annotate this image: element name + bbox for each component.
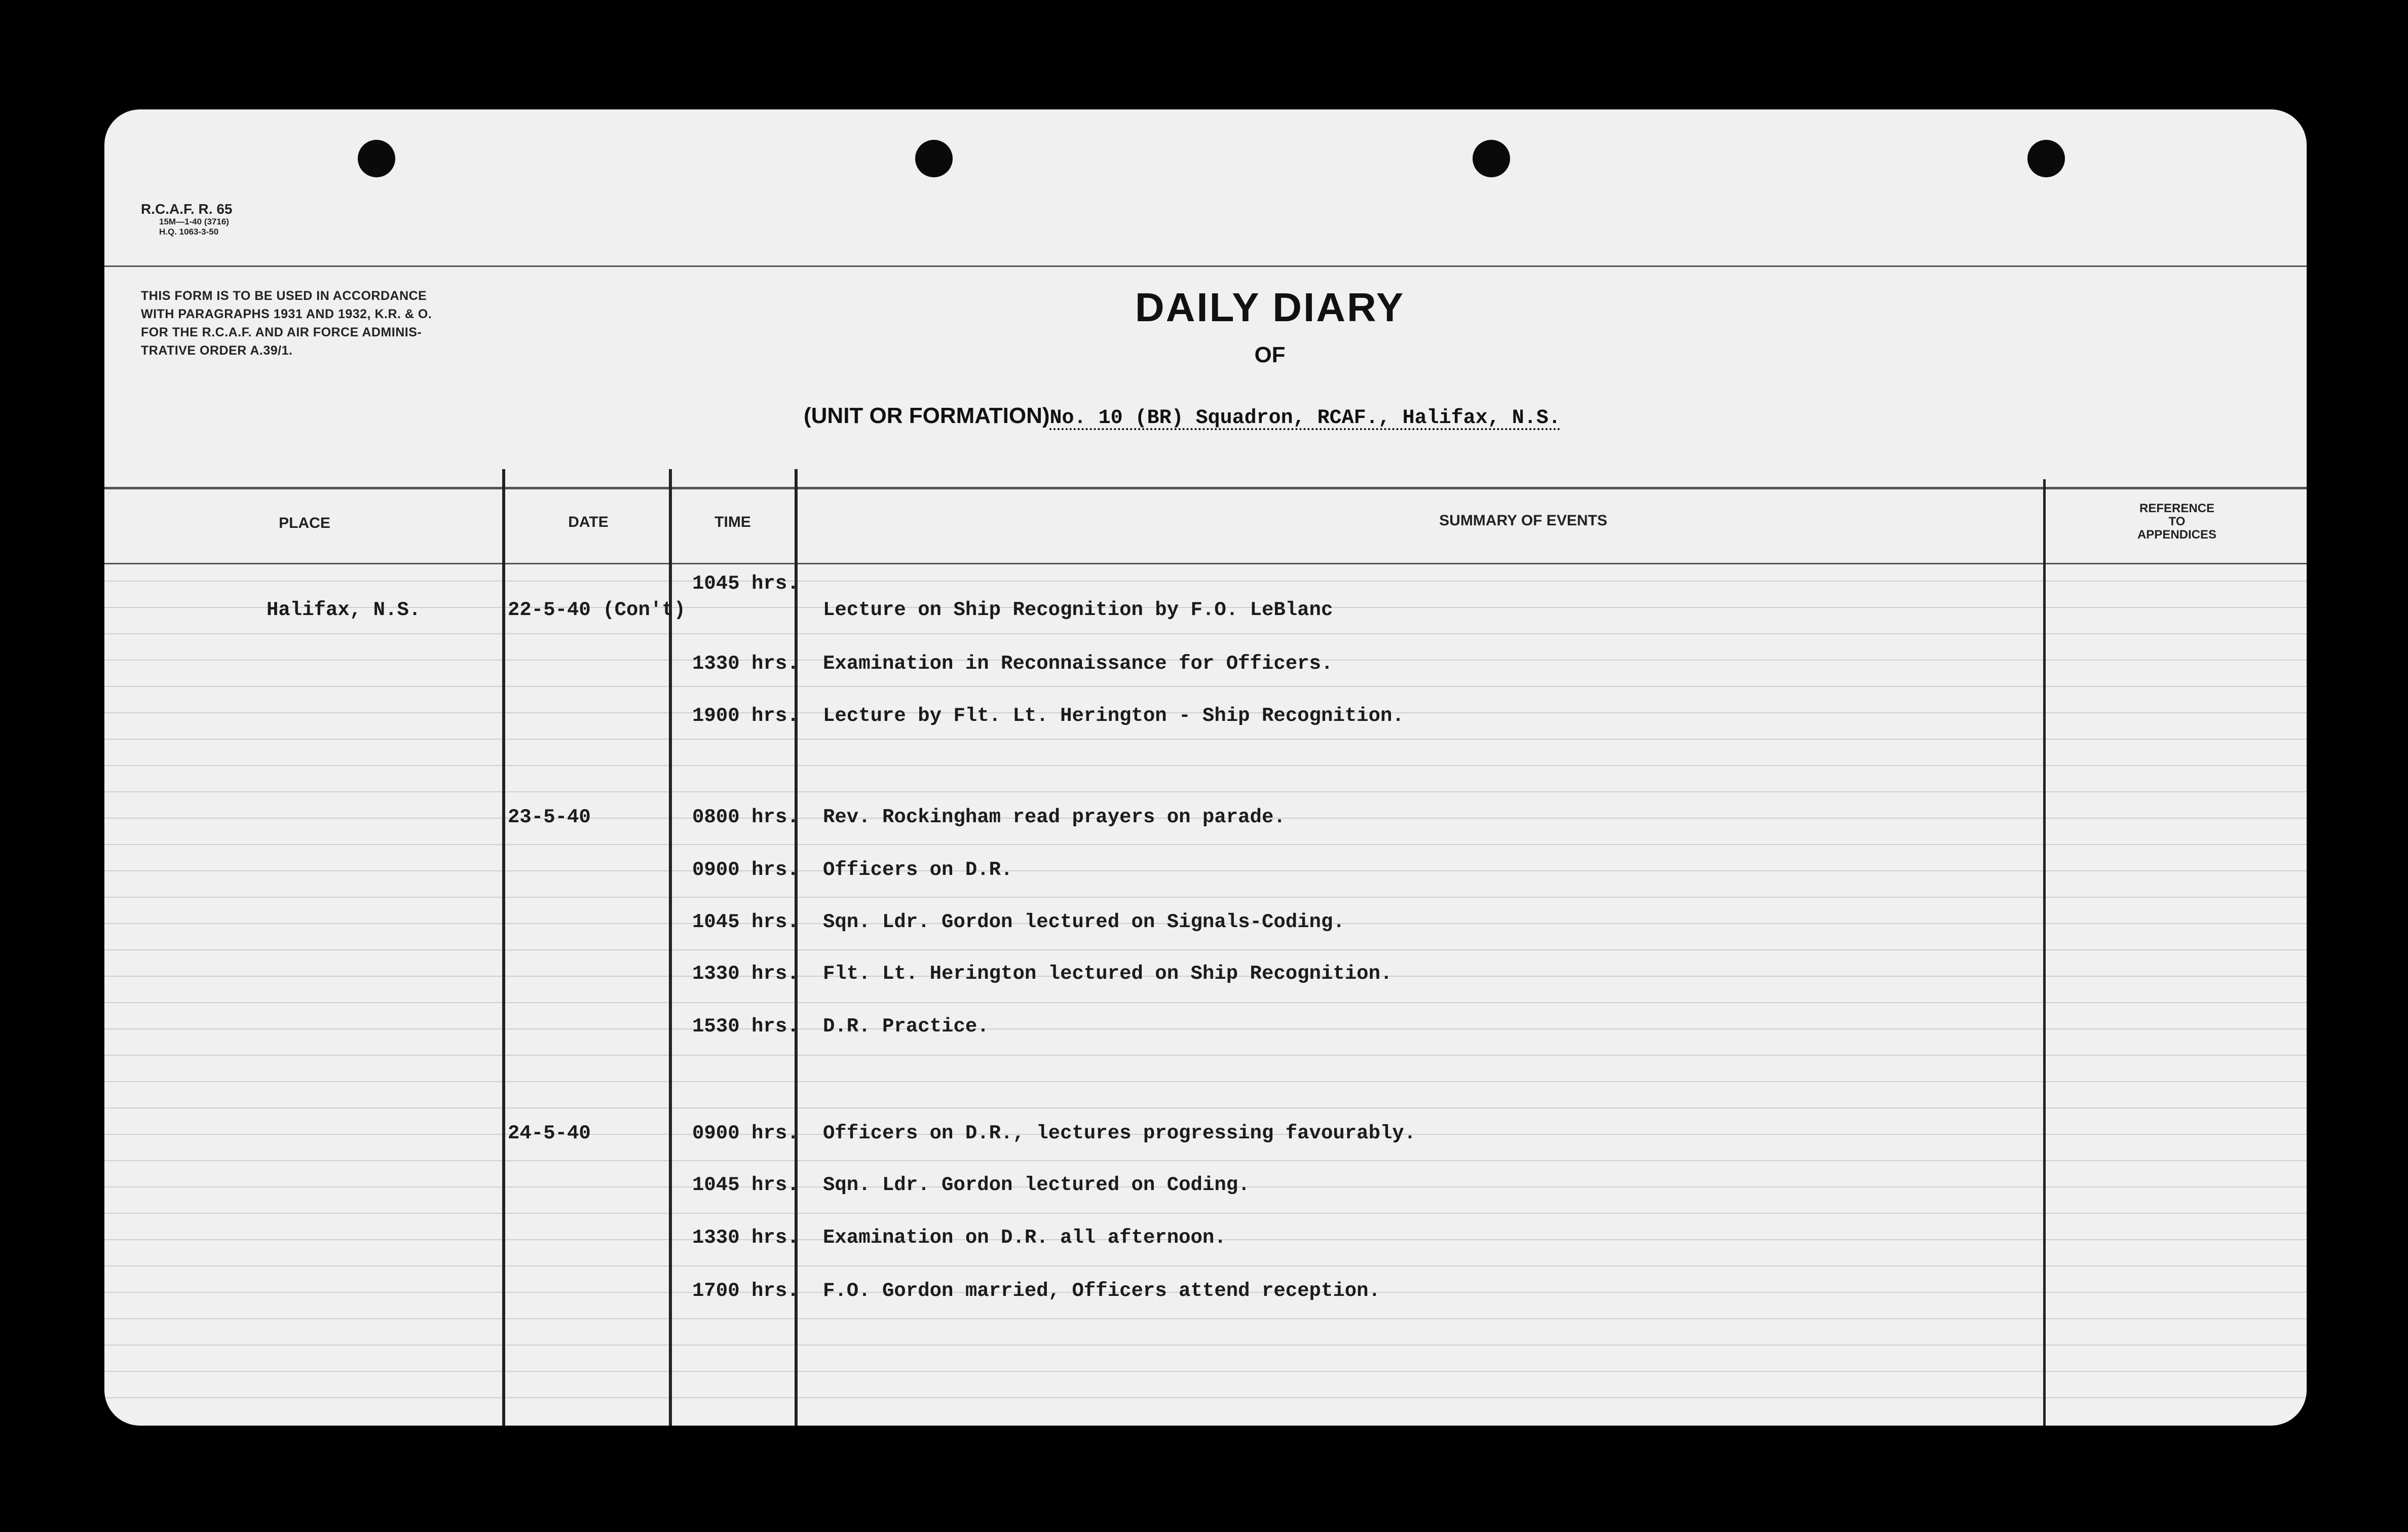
entry-time: 1530 hrs. <box>692 1015 799 1038</box>
ruled-line <box>104 1028 2307 1029</box>
punch-hole <box>358 140 395 177</box>
column-divider <box>502 469 505 1426</box>
date-cell: 22-5-40 (Con't) <box>508 599 686 621</box>
ruled-line <box>104 1213 2307 1214</box>
ruled-line <box>104 949 2307 950</box>
entry-event: Sqn. Ldr. Gordon lectured on Signals-Coding. <box>823 911 1345 933</box>
place-cell: Halifax, N.S. <box>267 599 421 621</box>
ruled-line <box>104 870 2307 871</box>
ruled-line <box>104 1371 2307 1372</box>
punch-hole <box>915 140 953 177</box>
ruled-line <box>104 581 2307 582</box>
entry-time: 1045 hrs. <box>692 911 799 933</box>
entry-event: F.O. Gordon married, Officers attend reception. <box>823 1280 1380 1302</box>
ruled-line <box>104 791 2307 792</box>
entry-time: 1900 hrs. <box>692 705 799 727</box>
entry-event: Lecture on Ship Recognition by F.O. LeBlanc <box>823 599 1333 621</box>
ruled-line <box>104 1397 2307 1398</box>
column-header-place: PLACE <box>279 515 330 531</box>
ruled-line <box>104 1318 2307 1319</box>
entry-time: 0800 hrs. <box>692 806 799 828</box>
ruled-line <box>104 897 2307 898</box>
entry-time: 0900 hrs. <box>692 1122 799 1144</box>
entry-event: Officers on D.R. <box>823 859 1013 881</box>
entry-event: Examination on D.R. all afternoon. <box>823 1227 1226 1249</box>
diary-card <box>104 109 2307 1426</box>
unit-value: No. 10 (BR) Squadron, RCAF., Halifax, N.S. <box>1049 407 1561 430</box>
ruled-line <box>104 1345 2307 1346</box>
punch-hole <box>2027 140 2065 177</box>
form-hq-line: H.Q. 1063-3-50 <box>159 227 219 237</box>
ruled-line <box>104 1055 2307 1056</box>
entry-time: 1330 hrs. <box>692 1227 799 1249</box>
ruled-line <box>104 1160 2307 1161</box>
table-top-rule <box>104 487 2307 489</box>
entry-event: Flt. Lt. Herington lectured on Ship Recognition. <box>823 963 1393 985</box>
title-of: OF <box>1254 342 1286 367</box>
header-top-rule <box>104 265 2307 267</box>
entry-event: Lecture by Flt. Lt. Herington - Ship Recognition. <box>823 705 1404 727</box>
date-cell: 24-5-40 <box>508 1122 591 1144</box>
entry-event: Rev. Rockingham read prayers on parade. <box>823 806 1286 828</box>
ruled-line <box>104 1266 2307 1267</box>
ruled-line <box>104 765 2307 766</box>
ruled-line <box>104 739 2307 740</box>
entry-time: 1330 hrs. <box>692 963 799 985</box>
ruled-line <box>104 686 2307 687</box>
column-header-time: TIME <box>714 514 751 530</box>
form-instructions: THIS FORM IS TO BE USED IN ACCORDANCE WITH PARAGRAPHS 1931 AND 1932, K.R. & O. FOR THE R.C.A.F. AND AIR FORCE ADMINIS- TRATIVE ORDER A.39/1. <box>141 289 432 358</box>
entry-event: Sqn. Ldr. Gordon lectured on Coding. <box>823 1174 1250 1196</box>
column-header-summary: SUMMARY OF EVENTS <box>1439 512 1607 529</box>
punch-hole <box>1473 140 1510 177</box>
entry-time: 0900 hrs. <box>692 859 799 881</box>
ruled-line <box>104 844 2307 845</box>
unit-line <box>804 403 1561 430</box>
entry-time: 1700 hrs. <box>692 1280 799 1302</box>
column-divider <box>2043 479 2046 1426</box>
column-header-date: DATE <box>568 514 609 530</box>
ruled-line <box>104 1107 2307 1108</box>
form-reference <box>141 202 232 237</box>
date-cell: 23-5-40 <box>508 806 591 828</box>
entry-time: 1045 hrs. <box>692 572 799 595</box>
ruled-line <box>104 1002 2307 1003</box>
ruled-line <box>104 633 2307 634</box>
ruled-line <box>104 1081 2307 1082</box>
table-header-bottom-rule <box>104 563 2307 564</box>
entry-event: Examination in Reconnaissance for Officers. <box>823 653 1333 675</box>
entry-event: D.R. Practice. <box>823 1015 989 1038</box>
column-header-reference: REFERENCE TO APPENDICES <box>2137 502 2217 542</box>
unit-label: (UNIT OR FORMATION) <box>804 403 1050 428</box>
entry-time: 1330 hrs. <box>692 653 799 675</box>
form-print-line: 15M—1-40 (3716) <box>159 217 229 226</box>
entry-event: Officers on D.R., lectures progressing favourably. <box>823 1122 1416 1144</box>
page-title: DAILY DIARY <box>1135 285 1405 330</box>
entry-time: 1045 hrs. <box>692 1174 799 1196</box>
form-code: R.C.A.F. R. 65 <box>141 201 233 217</box>
